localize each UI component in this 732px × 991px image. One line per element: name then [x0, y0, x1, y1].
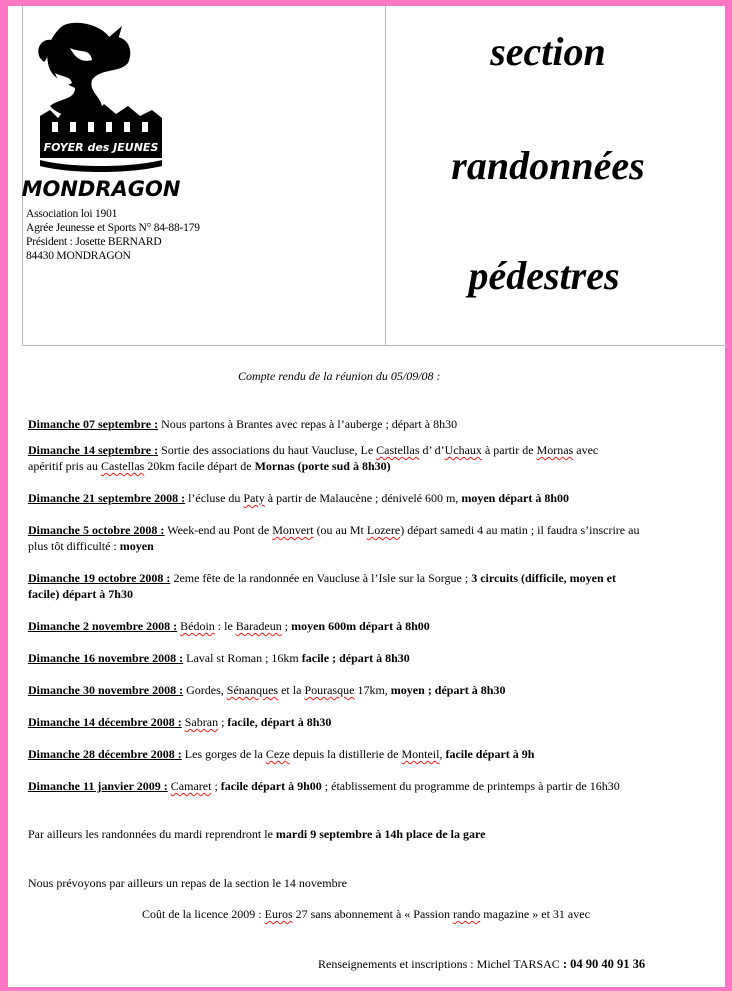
outing-departure: 3 circuits (difficile, moyen et [471, 571, 616, 585]
meal-note: Nous prévoyons par ailleurs un repas de la section le 14 novembre [28, 876, 347, 890]
place-name: Pourasque [304, 683, 355, 697]
outing-text: 17km, [354, 683, 391, 697]
outing-text: l’écluse du [185, 491, 244, 505]
outing-text: (ou au Mt [313, 523, 367, 537]
outing-text: ; [281, 619, 292, 633]
place-name: Bédoin [180, 619, 215, 633]
note-text: rando [452, 907, 481, 921]
outing-text: apéritif pris au [28, 459, 101, 473]
place-name: Baradeun [235, 619, 282, 633]
svg-text:MONDRAGON: MONDRAGON [21, 177, 181, 201]
outing-line [28, 491, 569, 506]
outing-text: Laval st Roman ; 16km [183, 651, 302, 665]
outing-line [28, 587, 133, 602]
place-name: Camaret [170, 779, 212, 793]
outing-date: Dimanche 21 septembre 2008 : [28, 491, 186, 505]
outing-text: d’ [431, 443, 445, 457]
outing-departure: moyen ; départ à 8h30 [390, 683, 506, 697]
outing-text: à partir de Malaucène ; dénivelé 600 m, [264, 491, 462, 505]
outing-date: Dimanche 2 novembre 2008 : [28, 619, 178, 633]
outing-departure: moyen 600m départ à 8h00 [291, 619, 430, 633]
outing-line [28, 523, 639, 538]
assoc-line: Association loi 1901 [26, 208, 118, 220]
outing-departure: facile ; départ à 8h30 [301, 651, 410, 665]
outing-date: Dimanche 14 décembre 2008 : [28, 715, 182, 729]
outing-departure: facile, départ à 8h30 [227, 715, 332, 729]
association-info [26, 207, 200, 263]
note-text: Euros [264, 907, 293, 921]
note-bold: mardi 9 septembre à 14h place de la gare [275, 827, 486, 841]
outing-line [28, 747, 534, 762]
outing-date: Dimanche 14 septembre : [28, 443, 159, 457]
assoc-line: 84430 MONDRAGON [26, 250, 131, 262]
outing-text: Sortie des associations du haut Vaucluse, Le [158, 443, 377, 457]
place-name: Ceze [265, 747, 290, 761]
outing-departure: facile départ à 9h [445, 747, 535, 761]
outing-departure: Mornas (porte sud à 8h30) [254, 459, 391, 473]
outing-line [28, 715, 331, 730]
outing-text: Gordes, [183, 683, 227, 697]
outing-line [28, 571, 616, 586]
foyer-logo [21, 18, 181, 208]
footer-contact [318, 957, 645, 972]
outing-line [28, 417, 457, 432]
outing-line [28, 779, 620, 794]
outing-line [28, 443, 598, 458]
outing-text: 2eme fête de la randonnée en Vaucluse à l’Isle sur la Sorgue ; [170, 571, 472, 585]
outing-text: , [439, 747, 446, 761]
svg-text:FOYER des JEUNES: FOYER des JEUNES [43, 141, 159, 154]
outing-text: ; établissement du programme de printemps à partir de 16h30 [321, 779, 620, 793]
place-name: Castellas [100, 459, 145, 473]
tuesday-note [28, 827, 485, 842]
title-section: section [490, 29, 606, 74]
note-text: 27 sans abonnement à « Passion [292, 907, 453, 921]
outing-line [28, 619, 430, 634]
footer-info: Renseignements et inscriptions : Michel TARSAC [318, 957, 563, 971]
note-text: Par ailleurs les randonnées du mardi reprendront le [28, 827, 276, 841]
outing-text: : le [214, 619, 236, 633]
outing-text: Les gorges de la [181, 747, 266, 761]
outing-line [28, 651, 410, 666]
outing-text: et la [278, 683, 305, 697]
title-pedestres: pédestres [468, 253, 620, 298]
place-name: Castellas [376, 443, 420, 457]
place-name: Sabran [184, 715, 219, 729]
note-text: Coût de la licence 2009 : [142, 907, 265, 921]
report-title: Compte rendu de la réunion du 05/09/08 : [238, 369, 441, 383]
place-name: Uchaux [444, 443, 482, 457]
outing-line [28, 459, 391, 474]
outing-text: Week-end au Pont de [164, 523, 273, 537]
outing-date: Dimanche 11 janvier 2009 : [28, 779, 168, 793]
outing-line [28, 683, 505, 698]
outing-text: 20km facile départ de [144, 459, 255, 473]
outing-text: ) départ samedi 4 au matin ; il faudra s’inscrire au [400, 523, 640, 537]
place-name: Monvert [272, 523, 314, 537]
place-name: Sénanques [226, 683, 279, 697]
outing-line [28, 539, 154, 554]
outing-date: Dimanche 30 novembre 2008 : [28, 683, 184, 697]
outing-text: à partir de [481, 443, 537, 457]
outing-text: ; [211, 779, 221, 793]
outing-text: depuis la distillerie de [289, 747, 402, 761]
outing-date: Dimanche 07 septembre : [28, 417, 159, 431]
outing-date: Dimanche 28 décembre 2008 : [28, 747, 182, 761]
outing-text: d’ [419, 443, 432, 457]
outing-text: avec [573, 443, 599, 457]
outing-difficulty: moyen [119, 539, 154, 553]
outing-text: Nous partons à Brantes avec repas à l’auberge ; départ à 8h30 [158, 417, 458, 431]
outing-departure: moyen départ à 8h00 [461, 491, 570, 505]
outing-date: Dimanche 19 octobre 2008 : [28, 571, 171, 585]
outing-text: plus tôt difficulté : [28, 539, 120, 553]
assoc-line: Agrée Jeunesse et Sports N° 84-88-179 [26, 222, 200, 234]
place-name: Paty [243, 491, 265, 505]
licence-note [142, 907, 590, 922]
place-name: Monteil [401, 747, 440, 761]
outing-departure: facile départ à 9h00 [220, 779, 322, 793]
outing-date: Dimanche 16 novembre 2008 : [28, 651, 184, 665]
note-text: magazine » et 31 avec [480, 907, 590, 921]
assoc-line: Président : Josette BERNARD [26, 236, 162, 248]
outing-departure: facile) départ à 7h30 [28, 587, 133, 601]
place-name: Lozere [366, 523, 401, 537]
title-randonnees: randonnées [451, 143, 645, 188]
outing-date: Dimanche 5 octobre 2008 : [28, 523, 165, 537]
footer-phone: : 04 90 40 91 36 [562, 957, 646, 971]
outing-text: ; [218, 715, 228, 729]
place-name: Mornas [536, 443, 574, 457]
